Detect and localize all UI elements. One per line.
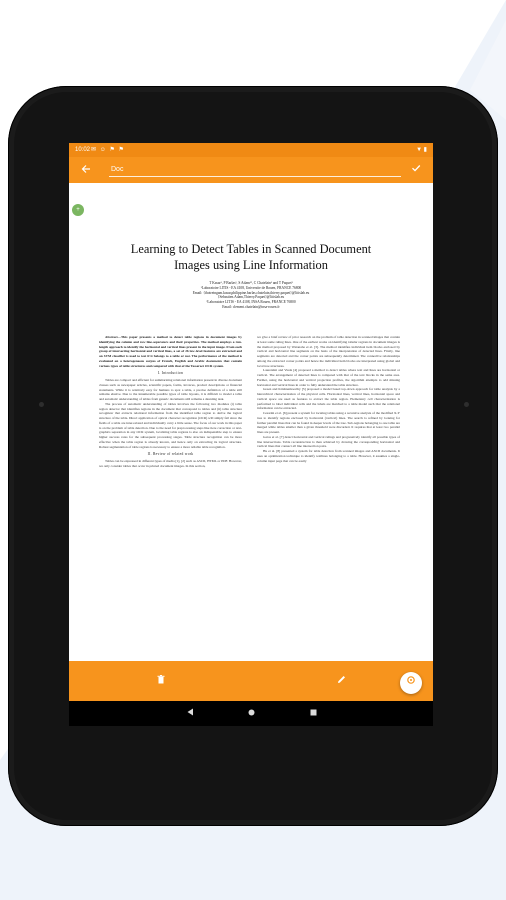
section-heading: I. Introduction: [157, 371, 184, 376]
back-arrow-icon[interactable]: [78, 162, 94, 178]
status-bar: [69, 143, 433, 157]
app-bar: [69, 157, 433, 183]
body-paragraph: Hu et al. [8] presented a system for table detection from scanned images and ASCII documents. It uses an optimization technique to identify textlines belonging to a table. However, it assumes a single-column input page that can be easily: [257, 449, 400, 463]
author-line: Email: {thotreingam.kasar,philippine.barlas,chatelain,thierry.paquet}@litislab.eu: [192, 290, 310, 295]
pencil-icon[interactable]: [333, 673, 349, 689]
author-line: T Kasar¹, P Barlas¹, S Adam¹², C Chatelain¹ and T Paquet¹: [209, 281, 293, 285]
nav-back-icon[interactable]: [183, 707, 197, 721]
trash-icon[interactable]: [153, 673, 169, 689]
tablet-screen: [69, 143, 433, 726]
title-line: Learning to Detect Tables in Scanned Document: [130, 242, 372, 256]
system-nav-bar: [69, 701, 433, 726]
document-name-input[interactable]: [109, 162, 401, 177]
author-line: ²Laboratoire LITIS - EA 4108, INSA Rouen, FRANCE 76800: [206, 300, 296, 305]
camera-dot: [39, 402, 44, 407]
status-time: 10:02: [75, 147, 91, 153]
bottom-action-bar: [69, 661, 433, 701]
check-icon[interactable]: [408, 162, 424, 178]
body-paragraph: we give a brief review of prior research on the problem of table detection in scanned images that contain at least some ruling lines. One of the earliest works on identifying tabular regions in document images is the method proposed by Watanabe et al. [3]. The method identifies individual item blocks enclosed by vertical and horizontal line segments on the basis of the interpretation of detected lines. Firstly, line segments are detected and the corner points are subsequently determined. The connective relationships among the extracted corner points and hence the individual item blocks are interpreted using global and local tree structures.: [257, 335, 400, 368]
section-heading: II. Review of related work: [147, 452, 194, 457]
abstract-text: Abstract—This paper presents a method to detect table regions in document images by identifying the column and row line-separators and their properties. The method employs a run-length approach to identify the horizontal and vertical lines present in the input image. From each group of intersecting horizontal and vertical lines, a set of 26 low-level features are extracted and an SVM classifier is used to test if it belongs to a table or not. The performance of the method is evaluated on a heterogeneous corpus of French, English and Arabic documents that contain various types of table structures and compared with that of the Tesseract OCR system.: [99, 335, 242, 368]
body-paragraph: Laurentini and Viada [4] proposed a method to detect tables where text and lines are horizontal or vertical. The arrangement of detected lines is compared with that of the text blocks in the same area. Further, using the horizontal and vertical projection profiles, the algorithm attempts to add missing horizontal and vertical lines in order to fully understand the table structure.: [257, 368, 400, 387]
author-line: {Sebastien.Adam,Thierry.Paquet}@litislab.eu: [217, 295, 285, 300]
body-paragraph: Cesarini et al. [6] present a system for locating tables using a recursive analysis of the modified X-Y tree to identify regions enclosed by horizontal (vertical) lines. The search is refined by looking for further parallel lines that can be found in deeper levels of the tree. Sub-regions belonging to one table are merged while tables smaller than a given threshold were discarded. It requires that at least two parallel lines are present.: [257, 411, 400, 434]
paper-title: [99, 241, 403, 273]
document-page[interactable]: [69, 183, 433, 661]
body-paragraph: Green and Krishnamoorthy [5] proposed a model based top-down approach for table analysis by a hierarchical characterization of the physical cells. Horizontal lines, vertical lines, horizontal space and vertical space are used as features to extract the table region. Elementary cell characterization is performed to label individual cells and the labels are matched to a table model such that the relational information can be extracted.: [257, 387, 400, 411]
title-line: Images using Line Information: [174, 258, 328, 272]
right-text-column: [257, 335, 400, 463]
nav-recents-icon[interactable]: [306, 707, 320, 721]
sensor-dot: [464, 402, 469, 407]
author-line: ¹Laboratoire LITIS - EA 4108, Universite de Rouen, FRANCE 76800: [200, 285, 302, 290]
add-page-icon[interactable]: +: [72, 204, 84, 216]
author-block: [129, 281, 373, 310]
settings-fab-icon[interactable]: [400, 672, 422, 694]
body-paragraph: The process of automatic understanding of tables involves the following two modules (i) table region detector that identifies regions in the document that correspond to tables and (ii) table structure recognizer that extracts relational information from the identified table region to derive the logical structure of the table. Direct application of optical character recognition (OCR) will simply fail since the fields of a table are inter-related and individually carry a little sense. The focus of our work in this paper is on the problem of table detection. Due to the need for preprocessing steps like tiere correction or text-graphics separation in any OCR system, localizing table regions is also an indispensible step to ensure higher success rates for the subsequent processing stages. Table structure recognition can be more effective when the table region is already known, and hence only on extracting its logical structure. Robust segmentation of table regions is necessary to ensure a more reliable table recognition.: [99, 401, 242, 449]
body-paragraph: Gatos et al. [7] detect horizontal and vertical rulings and progressively identify all possible types of line intersections. Table reconstruction is then achieved by drawing the corresponding horizontal and vertical lines that connect all line intersection pairs.: [257, 434, 400, 449]
left-text-column: [99, 335, 242, 469]
notification-icons: ✉ ☺ ⚑ ⚑: [91, 147, 125, 153]
signal-battery-icons: ▼ ▮: [416, 147, 427, 153]
nav-home-icon[interactable]: [244, 707, 258, 721]
author-line: Email: clement.chatelain@insa-rouen.fr: [222, 304, 280, 309]
body-paragraph: Tables are compact and efficient for summarizing relational information present in diverse document classes such as newspaper articles, scientific papers, forms, invoices, product descriptions or financial statements. While it is relatively easy for humans to spot a table, a precise definition of a table still remains elusive. Due to the innumerable possible types of table layouts, it is difficult to model a table and automatic understanding of tables from generic documents still remains a daunting task.: [99, 378, 242, 401]
body-paragraph: Tables can be expressed in different types of media [1], [2] such as ASCII, HTML or PDF. However, we only consider tables that occur in printed document images. In this section,: [99, 459, 242, 468]
